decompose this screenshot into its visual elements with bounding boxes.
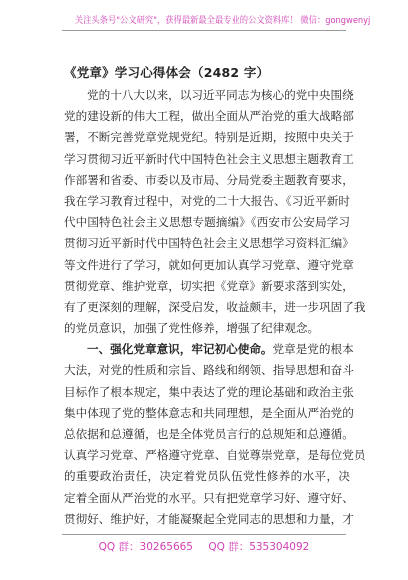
page-header <box>62 8 371 31</box>
paragraph-line: 大法，对党的性质和宗旨、路线和纲领、指导思想和奋斗 <box>64 363 354 378</box>
header-promo-text: 关注头条号"公文研究"，获得最新最全最专业的公文资料库！ 微信：gongwenyj <box>74 16 371 26</box>
paragraph-line: 定着全面从严治党的水平。只有把党章学习好、遵守好、 <box>64 490 354 505</box>
paragraph-line: 的重要政治责任，决定着党员队伍党性修养的水平，决 <box>64 469 350 484</box>
document-body <box>64 85 366 530</box>
paragraph-line: 代中国特色社会主义思想专题摘编》《西安市公安局学习 <box>64 215 350 230</box>
paragraph-line: 等文件进行了学习，就如何更加认真学习党章、遵守党章 <box>64 257 354 272</box>
section-heading: 一、强化党章意识，牢记初心使命。 <box>87 342 273 357</box>
paragraph-line: 党的建设新的伟大工程，做出全面从严治党的重大战略部 <box>64 109 354 124</box>
paragraph-line: 贯彻好、维护好，才能凝聚起全党同志的思想和力量，才 <box>64 511 354 526</box>
paragraph-line: 作部署和省委、市委以及市局、分局党委主题教育要求， <box>64 172 354 187</box>
paragraph-line: 有了更深刻的理解，深受启发，收益颇丰，进一步巩固了我 <box>64 299 366 314</box>
document-title: 《党章》学习心得体会（2482 字） <box>64 65 270 80</box>
paragraph-line: 集中体现了党的整体意志和共同理想，是全面从严治党的 <box>64 405 354 420</box>
paragraph-line: 总依据和总遵循，也是全体党员言行的总规矩和总遵循。 <box>64 427 354 441</box>
paragraph-line: 学习贯彻习近平新时代中国特色社会主义思想主题教育工 <box>64 151 354 166</box>
footer-qq-group-1: QQ 群：30265665 <box>98 541 193 553</box>
paragraph-line: 党的十八大以来，以习近平同志为核心的党中央围绕 <box>87 88 354 102</box>
footer-qq-group-2: QQ 群：535304092 <box>208 541 310 553</box>
section-heading-line <box>64 339 354 360</box>
paragraph-line: 署，不断完善党章党规党纪。特别是近期，按照中央关于 <box>64 130 354 145</box>
paragraph-line: 贯彻习近平新时代中国特色社会主义思想学习资料汇编》 <box>64 236 354 251</box>
footer-contact <box>62 537 346 557</box>
paragraph-line: 认真学习党章、严格遵守党章、自觉尊崇党章，是每位党员 <box>64 448 366 463</box>
page-footer <box>62 534 346 557</box>
paragraph-line: 我在学习教育过程中，对党的二十大报告、《习近平新时 <box>64 193 350 208</box>
paragraph-line: 贯彻党章、维护党章，切实把《党章》新要求落到实处， <box>64 278 354 293</box>
paragraph-line: 的党员意识，加强了党性修养，增强了纪律观念。 <box>64 321 320 336</box>
section-heading-rest: 党章是党的根本 <box>272 342 354 357</box>
paragraph-line: 目标作了根本规定，集中表达了党的理论基础和政治主张 <box>64 384 354 399</box>
